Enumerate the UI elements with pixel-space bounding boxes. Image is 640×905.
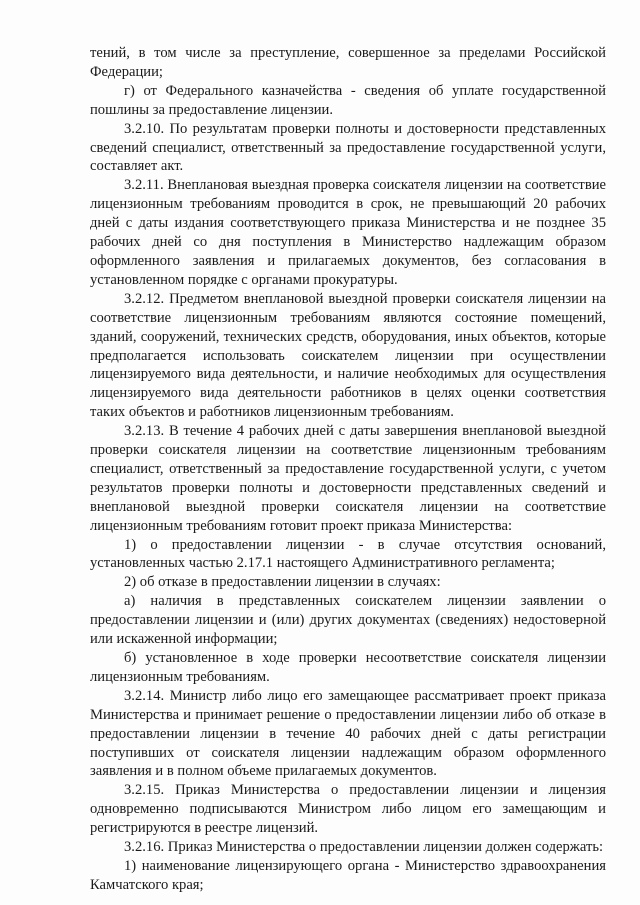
paragraph-item-2: 2) об отказе в предоставлении лицензии в случаях: <box>124 574 441 591</box>
paragraph-3-2-14: 3.2.14. Министр либо лицо его замещающее рассматривает проект приказа Министерства и принимает решение о предоставлении лицензии либо об отказе в предоставлении лицензии в течение 40 рабочих дней с даты регистрации поступивших от соискателя лицензии надлежащим образом оформленного заявления и в полном объеме прилагаемых документов. <box>90 687 606 780</box>
paragraph-3-2-16: 3.2.16. Приказ Министерства о предоставлении лицензии должен содержать: <box>124 839 604 856</box>
paragraph-3-2-15: 3.2.15. Приказ Министерства о предоставлении лицензии и лицензия одновременно подписываются Министром либо лицом его замещающим и регистрируются в реестре лицензий. <box>90 782 606 837</box>
paragraph-item-g: г) от Федерального казначейства - сведения об уплате государственной пошлины за предоставление лицензии. <box>90 82 606 118</box>
paragraph-item-1: 1) о предоставлении лицензии - в случае отсутствия оснований, установленных частью 2.17.1 настоящего Административного регламента; <box>90 536 606 572</box>
document-body <box>90 44 606 895</box>
paragraph-item-a: а) наличия в представленных соискателем лицензии заявлении о предоставлении лицензии и (или) других документах (сведениях) недостоверной или искаженной информации; <box>90 593 606 648</box>
paragraph-3-2-13: 3.2.13. В течение 4 рабочих дней с даты завершения внеплановой выездной проверки соискателя лицензии на соответствие лицензионным требованиям специалист, ответственный за предоставление государственной услуги, с учетом результатов проверки полноты и достоверности представленных сведений и внеплановой выездной проверки соискателя лицензии на соответствие лицензионным требованиям готовит проект приказа Министерства: <box>90 423 606 534</box>
paragraph-3-2-11: 3.2.11. Внеплановая выездная проверка соискателя лицензии на соответствие лицензионным требованиям проводится в срок, не превышающий 20 рабочих дней с даты издания соответствующего приказа Министерства и не позднее 35 рабочих дней со дня поступления в Министерство надлежащим образом оформленного заявления и прилагаемых документов, без согласования в установленном порядке с органами прокуратуры. <box>90 177 606 288</box>
paragraph-3-2-10: 3.2.10. По результатам проверки полноты и достоверности представленных сведений специалист, ответственный за предоставление государственной услуги, составляет акт. <box>90 120 606 175</box>
paragraph-item-1-licensing-body: 1) наименование лицензирующего органа - Министерство здравоохранения Камчатского края; <box>90 857 606 893</box>
paragraph-item-b: б) установленное в ходе проверки несоответствие соискателя лицензии лицензионным требованиям. <box>90 650 606 685</box>
paragraph-continuation: тений, в том числе за преступление, совершенное за пределами Российской Федерации; <box>90 45 606 80</box>
paragraph-3-2-12: 3.2.12. Предметом внеплановой выездной проверки соискателя лицензии на соответствие лицензионным требованиям являются состояние помещений, зданий, сооружений, технических средств, оборудования, иных объектов, которые предполагается использовать соискателем лицензии при осуществлении лицензируемого вида деятельности, и наличие необходимых для осуществления лицензируемого вида деятельности работников в целях оценки соответствия таких объектов и работников лицензионным требованиям. <box>90 290 606 421</box>
